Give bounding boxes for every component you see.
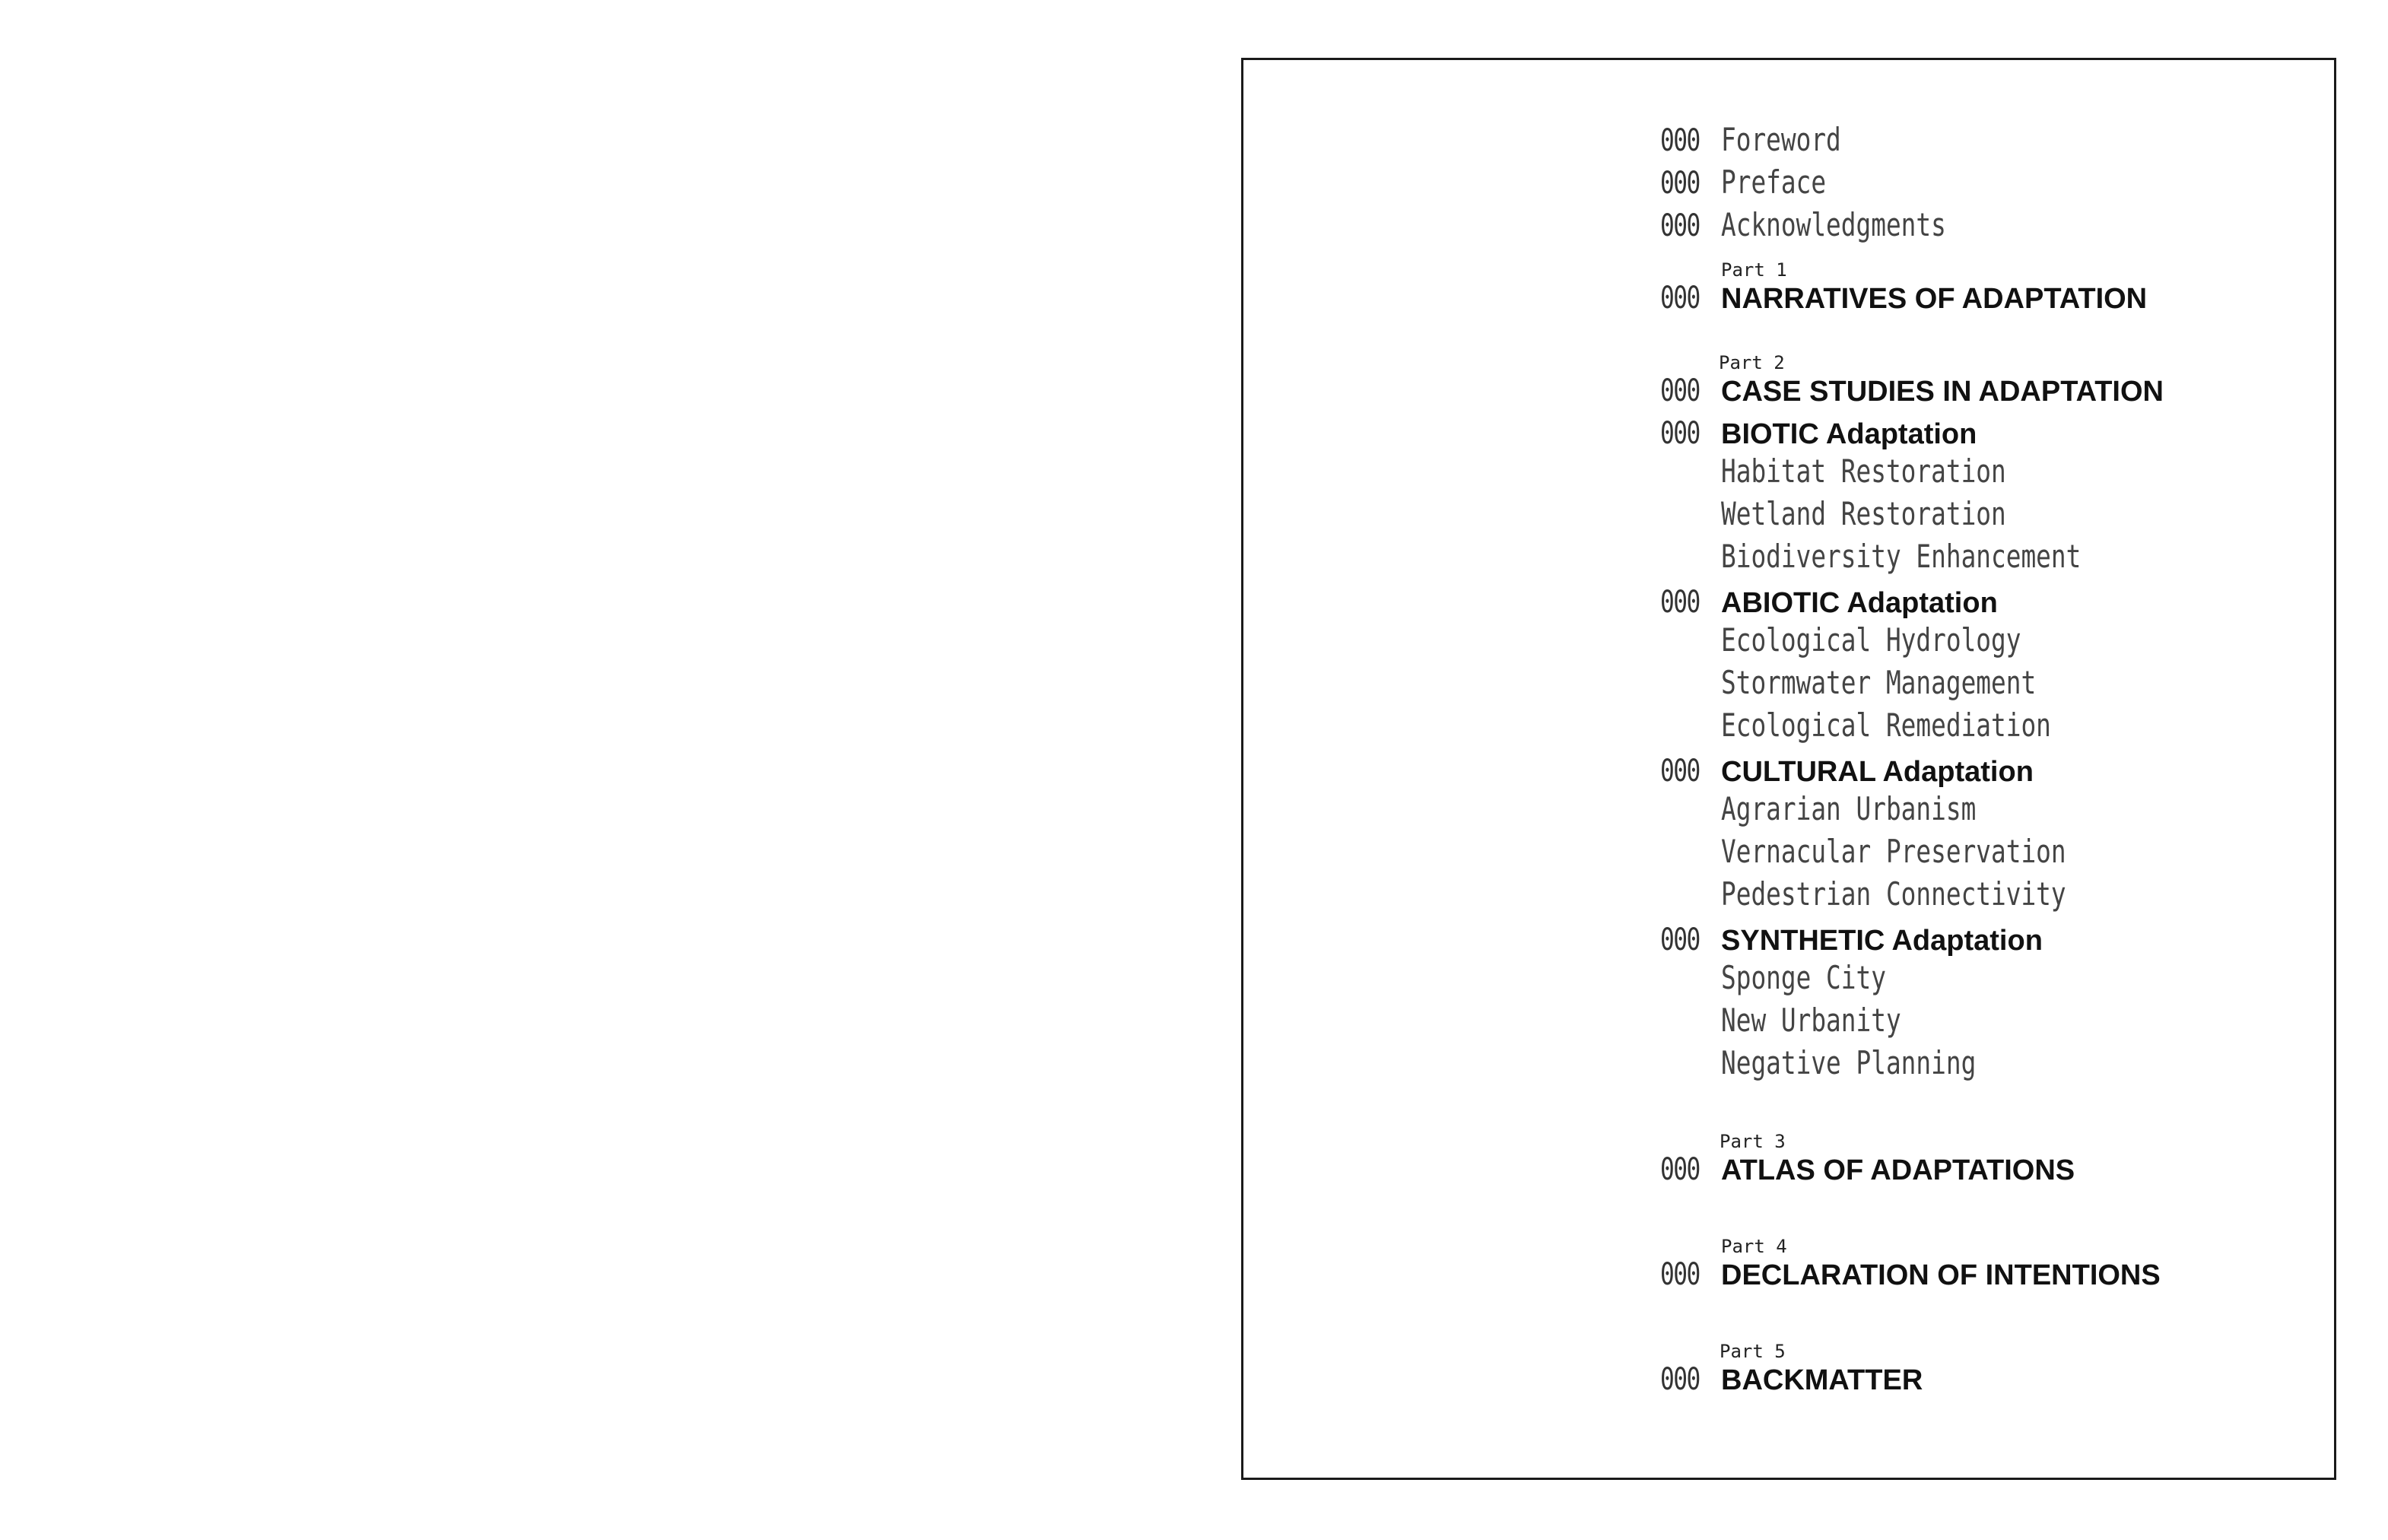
toc-subitem[interactable]: Wetland Restoration bbox=[1721, 495, 2006, 532]
page-number: 000 bbox=[1660, 754, 1700, 789]
toc-section-abiotic[interactable] bbox=[1660, 585, 1998, 620]
toc-subitem[interactable]: Vernacular Preservation bbox=[1721, 833, 2066, 870]
part-title: DECLARATION OF INTENTIONS bbox=[1721, 1259, 2161, 1291]
toc-subitem[interactable]: Biodiversity Enhancement bbox=[1721, 538, 2082, 575]
page-number: 000 bbox=[1660, 123, 1700, 158]
page-number: 000 bbox=[1660, 1257, 1700, 1292]
page-number: 000 bbox=[1660, 208, 1700, 243]
page-number: 000 bbox=[1660, 373, 1700, 408]
toc-section-cultural[interactable] bbox=[1660, 754, 2034, 789]
toc-subitem[interactable]: Ecological Remediation bbox=[1721, 706, 2051, 744]
toc-entry-part-1[interactable] bbox=[1660, 281, 2147, 316]
toc-subitem[interactable]: Habitat Restoration bbox=[1721, 452, 2006, 490]
part-4-label: Part 4 bbox=[1721, 1236, 1787, 1257]
page-number: 000 bbox=[1660, 1362, 1700, 1397]
entry-title: Preface bbox=[1721, 164, 1827, 201]
toc-entry-part-2[interactable] bbox=[1660, 373, 2164, 408]
toc-subitem[interactable]: Negative Planning bbox=[1721, 1044, 1977, 1081]
toc-subitem[interactable]: Agrarian Urbanism bbox=[1721, 790, 1977, 827]
toc-subitem[interactable]: Sponge City bbox=[1721, 959, 1886, 996]
entry-title: Acknowledgments bbox=[1721, 206, 1946, 243]
part-3-label: Part 3 bbox=[1720, 1131, 1786, 1152]
section-title: ABIOTIC Adaptation bbox=[1721, 587, 1998, 619]
part-title: BACKMATTER bbox=[1721, 1364, 1923, 1396]
toc-entry-foreword[interactable] bbox=[1660, 121, 1875, 158]
toc-entry-preface[interactable] bbox=[1660, 164, 1856, 201]
contents-page bbox=[1241, 58, 2336, 1480]
toc-entry-part-5[interactable] bbox=[1660, 1362, 1923, 1397]
entry-title: Foreword bbox=[1721, 121, 1841, 158]
toc-section-synthetic[interactable] bbox=[1660, 922, 2043, 957]
page-number: 000 bbox=[1660, 416, 1700, 451]
part-title: ATLAS OF ADAPTATIONS bbox=[1721, 1154, 2075, 1186]
toc-entry-part-4[interactable] bbox=[1660, 1257, 2161, 1292]
part-1-label: Part 1 bbox=[1721, 259, 1787, 281]
toc-entry-acknowledgments[interactable] bbox=[1660, 206, 2009, 243]
table-of-contents bbox=[1243, 60, 2334, 1478]
part-2-label: Part 2 bbox=[1719, 352, 1785, 373]
toc-subitem[interactable]: New Urbanity bbox=[1721, 1002, 1901, 1039]
section-title: SYNTHETIC Adaptation bbox=[1721, 925, 2043, 957]
page-number: 000 bbox=[1660, 585, 1700, 620]
toc-subitem[interactable]: Stormwater Management bbox=[1721, 664, 2037, 701]
part-5-label: Part 5 bbox=[1720, 1341, 1786, 1362]
part-title: NARRATIVES OF ADAPTATION bbox=[1721, 283, 2148, 315]
page-number: 000 bbox=[1660, 922, 1700, 957]
toc-section-biotic[interactable] bbox=[1660, 416, 1977, 451]
section-title: CULTURAL Adaptation bbox=[1721, 756, 2034, 788]
toc-subitem[interactable]: Ecological Hydrology bbox=[1721, 621, 2021, 659]
page-number: 000 bbox=[1660, 166, 1700, 201]
part-title: CASE STUDIES IN ADAPTATION bbox=[1721, 376, 2164, 408]
page-number: 000 bbox=[1660, 281, 1700, 316]
section-title: BIOTIC Adaptation bbox=[1721, 418, 1977, 450]
page-number: 000 bbox=[1660, 1152, 1700, 1187]
toc-subitem[interactable]: Pedestrian Connectivity bbox=[1721, 875, 2066, 913]
toc-entry-part-3[interactable] bbox=[1660, 1152, 2075, 1187]
